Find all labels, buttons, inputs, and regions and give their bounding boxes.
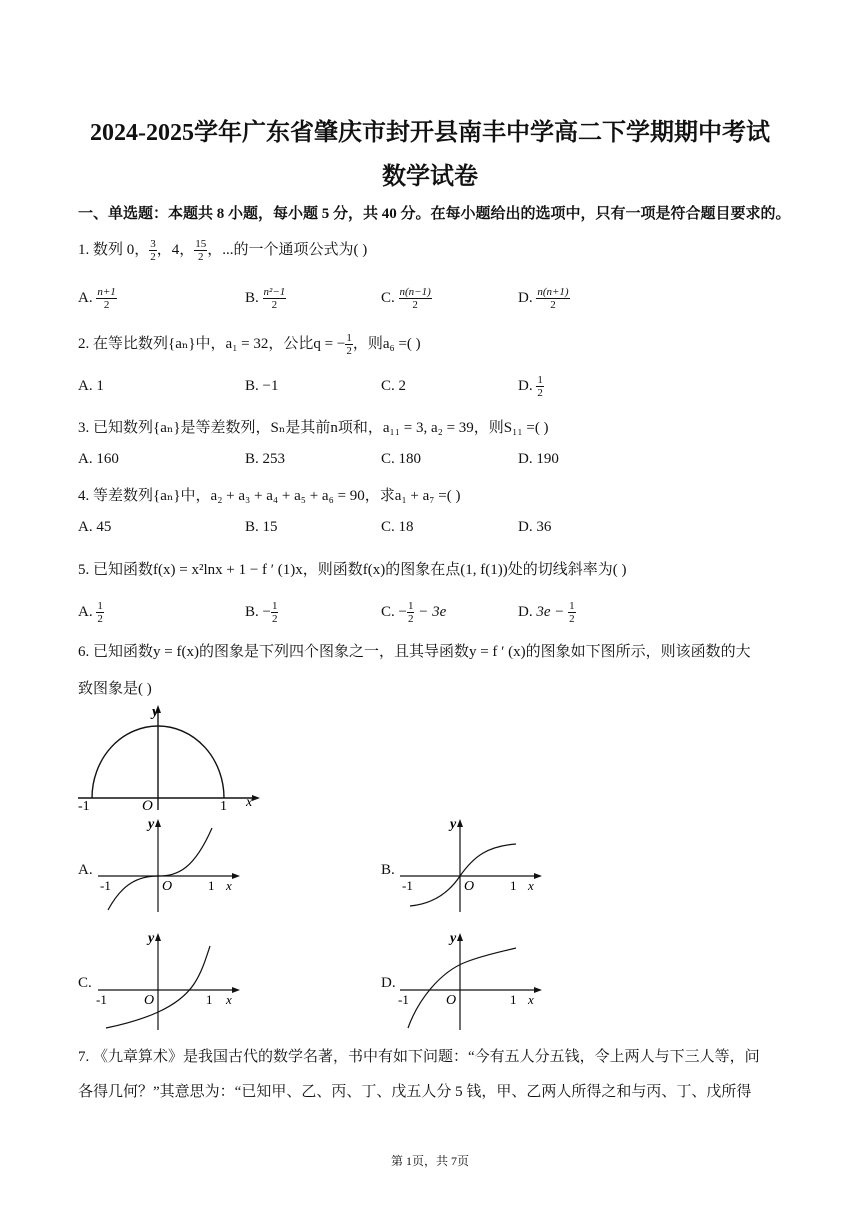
question-1 <box>78 238 367 263</box>
svg-text:1: 1 <box>510 878 517 893</box>
svg-text:O: O <box>144 993 155 1008</box>
q6-option-d-label: D. <box>381 975 396 991</box>
q6-option-b-label: B. <box>381 862 395 878</box>
svg-text:1: 1 <box>206 992 213 1007</box>
q5-option-b: B. − $\frac{1}{2}$ <box>245 600 278 625</box>
neg-one-label: -1 <box>78 799 90 812</box>
q5-option-c: C. − $\frac{1}{2}$ − 3e <box>381 600 447 625</box>
question-7-line2: 各得几何？”其意思为：“已知甲、乙、丙、丁、戊五人分 5 钱，甲、乙两人所得之和与丙、丁、戊所得 <box>78 1084 752 1100</box>
svg-text:y: y <box>450 931 457 946</box>
svg-text:x: x <box>528 992 534 1007</box>
q1-fraction-2: $\frac{15}{2}$ <box>195 238 207 264</box>
svg-text:-1: -1 <box>402 878 413 893</box>
q5-option-a: A. $\frac{1}{2}$ <box>78 600 103 625</box>
question-5: 5. 已知函数f(x) = x²lnx + 1 − f ′ (1)x，则函数f(x)的图象在点(1, f(1))处的切线斜率为( ) <box>78 562 627 578</box>
x-label: x <box>246 795 253 810</box>
q1-text-suffix: ，...的一个通项公式为( ) <box>207 242 368 258</box>
q2-option-c: C. 2 <box>381 378 407 394</box>
y-label: y <box>152 704 159 720</box>
question-6-line1: 6. 已知函数y = f(x)的图象是下列四个图象之一，且其导函数y = f ′ (x)的图象如下图所示，则该函数的大 <box>78 644 751 660</box>
svg-text:y: y <box>148 817 155 832</box>
q2-option-b: B. −1 <box>245 378 279 394</box>
svg-text:O: O <box>464 879 475 894</box>
q3-option-a: A. 160 <box>78 451 119 467</box>
q3-option-d: D. 190 <box>518 451 559 467</box>
q6-option-d-graph <box>396 928 546 1032</box>
q2-option-a: A. 1 <box>78 378 104 394</box>
question-4: 4. 等差数列{aₙ}中，a₂ + a₃ + a₄ + a₅ + a₆ = 90，求a₁ + a₇ =( ) <box>78 488 461 504</box>
q4-option-a: A. 45 <box>78 519 112 535</box>
q3-option-b: B. 253 <box>245 451 286 467</box>
page-title: 2024-2025学年广东省肇庆市封开县南丰中学高二下学期期中考试 <box>90 120 770 146</box>
q1-option-b: B. $\frac{\text{n²−1}}{2}$ <box>245 286 286 311</box>
svg-text:-1: -1 <box>398 992 409 1007</box>
x-axis-arrow <box>252 795 260 801</box>
page-subtitle: 数学试卷 <box>382 164 478 190</box>
page-footer: 第 1页，共 7页 <box>390 1154 469 1168</box>
svg-text:1: 1 <box>510 992 517 1007</box>
svg-text:1: 1 <box>208 878 215 893</box>
q5-option-d: D. 3e − $\frac{1}{2}$ <box>518 600 575 625</box>
svg-text:y: y <box>450 817 457 832</box>
question-2: 2. 在等比数列{aₙ}中，a₁ = 32，公比q = − $\frac{1}{2}$ ，则a₆ =( ) <box>78 332 421 358</box>
question-7-line1: 7. 《九章算术》是我国古代的数学名著，书中有如下问题：“今有五人分五钱，令上两人与下三人等，问 <box>78 1049 760 1065</box>
q6-option-c-label: C. <box>78 975 92 991</box>
origin-label: O <box>142 798 153 812</box>
q4-option-b: B. 15 <box>245 519 278 535</box>
q1-option-c: C. $\frac{n(n-1)}{2}$ <box>381 286 431 311</box>
svg-text:x: x <box>528 878 534 893</box>
q1-fraction-1: $\frac{3}{2}$ <box>150 238 156 264</box>
svg-text:x: x <box>226 878 232 893</box>
question-3: 3. 已知数列{aₙ}是等差数列，Sₙ是其前n项和，a₁₁ = 3, a₂ = 39，则S₁₁ =( ) <box>78 420 549 436</box>
derivative-graph <box>74 700 264 812</box>
svg-text:x: x <box>226 992 232 1007</box>
q1-text-prefix: 1. 数列 0， <box>78 242 150 258</box>
q2-option-d: D. $\frac{1}{2}$ <box>518 374 543 399</box>
q6-option-b-graph <box>396 814 546 914</box>
q3-option-c: C. 180 <box>381 451 422 467</box>
section-heading: 一、单选题：本题共 8 小题，每小题 5 分，共 40 分。在每小题给出的选项中，只有一项是符合题目要求的。 <box>78 206 791 222</box>
q6-option-c-graph <box>94 928 244 1032</box>
q1-option-d: D. $\frac{n(n+1)}{2}$ <box>518 286 569 311</box>
q4-option-d: D. 36 <box>518 519 552 535</box>
q1-option-a: A. $\frac{n+1}{2}$ <box>78 286 116 311</box>
q6-option-a-graph <box>94 814 244 914</box>
svg-text:-1: -1 <box>96 992 107 1007</box>
q4-option-c: C. 18 <box>381 519 414 535</box>
question-6-line2: 致图象是( ) <box>78 681 152 697</box>
svg-text:y: y <box>148 931 155 946</box>
svg-text:O: O <box>162 879 173 894</box>
q6-option-a-label: A. <box>78 862 93 878</box>
one-label: 1 <box>220 799 227 812</box>
svg-text:-1: -1 <box>100 878 111 893</box>
svg-text:O: O <box>446 993 457 1008</box>
q1-text-mid: ，4， <box>156 242 195 258</box>
